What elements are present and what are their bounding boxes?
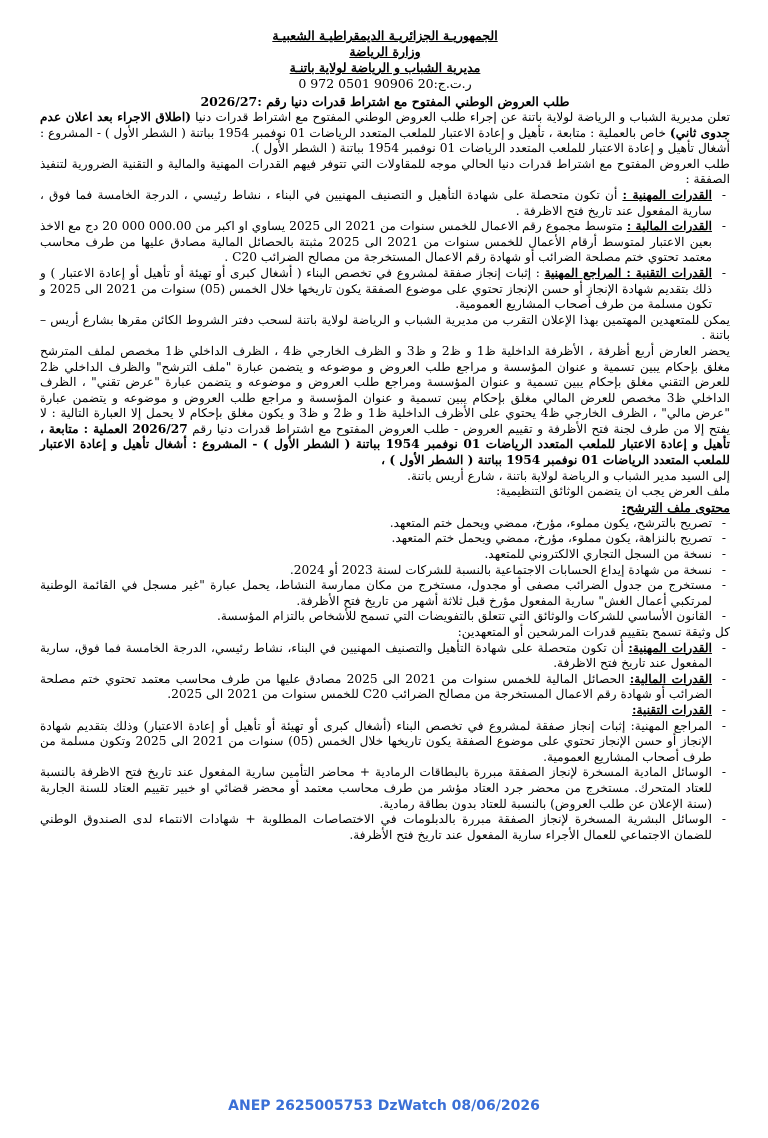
- list-item: - الوسائل البشرية المسخرة لإنجاز الصفقة مبررة بالدبلومات في الاختصاصات المطلوبة + شهادات الانتماء لدى الصندوق الوطني للضمان الاجتماعي للعمال الأجراء سارية المفعول عند تاريخ فتح الأظرفة.: [40, 812, 712, 843]
- list-item: - المراجع المهنية: إثبات إنجاز صفقة لمشروع في تخصص البناء (أشغال كبرى أو تهيئة أو تأهيل أو إعادة الاعتبار) وذلك بتقديم شهادة الإنجاز أو حسن الإنجاز تحتوي على موضوع الصفقة يكون تاريخها خلال الخمس (05) سنوات من 2021 الى 2025 وتكون مسلمة من طرف أصحاب المشاريع العمومية.: [40, 719, 712, 766]
- docs-paragraph: ملف العرض يجب ان يتضمن الوثائق التنظيمية:: [496, 484, 730, 499]
- addressee-paragraph: إلى السيد مدير الشباب و الرياضة لولاية باتنة ، شارع أريس باتنة.: [407, 468, 730, 483]
- directorate-name: مديرية الشباب و الرياضة لولاية باتنـة: [289, 60, 481, 75]
- header: [40, 28, 730, 76]
- notice-title: طلب العروض الوطني المفتوح مع اشتراط قدرات دنيا رقم :2026/27: [200, 94, 570, 109]
- file-items-list: [40, 516, 730, 625]
- republic-name: الجمهوريـة الجزائريـة الديمقراطيـة الشعبيـة: [272, 28, 498, 43]
- list-item: - الوسائل المادية المسخرة لإنجاز الصفقة مبررة بالبطاقات الرمادية + محاضر التأمين سارية المفعول عند تاريخ فتح الاظرفة بالنسبة للعتاد المتحرك. مستخرج من محضر جرد العتاد مؤشر من طرف محاسب معتمد أو محضر قضائي او خبير تقييم العتاد للسنة الجارية (سنة الإعلان عن طلب العروض) بالنسبة للعتاد بدون بطاقة رمادية.: [40, 765, 712, 812]
- tech-list: [40, 719, 730, 844]
- ministry-name: وزارة الرياضة: [349, 44, 421, 59]
- list-item: - نسخة من شهادة إيداع الحسابات الاجتماعية بالنسبة للشركات لسنة 2023 أو 2024.: [40, 563, 712, 579]
- list-item: - نسخة من السجل التجاري الالكتروني للمتعهد.: [40, 547, 712, 563]
- list-item: - القدرات المالية : متوسط مجموع رقم الاعمال للخمس سنوات من 2021 الى 2025 يساوي او اكبر من 000.00 000 20 دج مع الاخذ بعين الاعتبار لمتوسط أرقام الأعمال للخمس سنوات من 2021 الى 2025 مثبتة بالحصائل المالية مصادق عليها من طرف محاسب معتمد تحتوي ختم مصلحة الضرائب أو شهادة رقم الاعمال المستخرجة من مصالح الضرائب C20 .: [40, 219, 712, 266]
- intro-paragraph-2: طلب العروض المفتوح مع اشتراط قدرات دنيا الحالي موجه للمقاولات التي تتوفر فيهم القدرات المهنية والمالية و التقنية الضرورية لتنفيذ الصفقة :: [40, 156, 730, 187]
- section-title: محتوى ملف الترشح:: [621, 499, 730, 515]
- withdraw-paragraph: يمكن للمتعهدين المهتمين بهذا الإعلان التقرب من مديرية الشباب و الرياضة لولاية باتنة لسحب دفتر الشروط الكائن مقرها بشارع أريس – باتنة .: [40, 312, 730, 343]
- eval-list: [40, 641, 730, 719]
- list-item: - القانون الأساسي للشركات والوثائق التي تتعلق بالتفويضات التي تسمح للأشخاص بالتزام المؤسسة.: [40, 609, 712, 625]
- list-item: - القدرات التقنية:: [40, 703, 712, 719]
- eval-intro: كل وثيقة تسمح بتقييم قدرات المرشحين أو المتعهدين:: [457, 625, 730, 639]
- list-item: - مستخرج من جدول الضرائب مصفى أو مجدول، مستخرج من مكان ممارسة النشاط، يحمل عبارة "غير مسجل في القائمة الوطنية لمرتكبي أعمال الغش" سارية المفعول مؤرخ قبل ثلاثة أشهر من تاريخ فتح الأظرفة.: [40, 578, 712, 609]
- footer-reference: ANEP 2625005753 DzWatch 08/06/2026: [228, 1098, 540, 1114]
- tender-notice: [40, 28, 730, 843]
- envelopes-paragraph: يحضر العارض أربع أظرفة ، الأظرفة الداخلية ظ1 و ظ2 و ظ3 و الظرف الخارجي ظ4 ، الظرف الداخلي ظ1 مخصص لملف المترشح مغلق بإحكام يبين تسمية و عنوان المؤسسة و مراجع طلب العروض و موضوعه و يتضمن عبارة "ملف الترشح" والظرف الداخلي ظ2 للعرض التقني مغلق بإحكام يبين تسمية و عنوان المؤسسة ومراجع طلب العروض و موضوعه و يتضمن عبارة "عرض تقني" ، الظرف الداخلي ظ3 مخصص للعرض المالي مغلق بإحكام يبين تسمية و عنوان المؤسسة و مراجع طلب العروض و موضوعه و يتضمن عبارة "عرض مالي" ، الظرف الخارجي ظ4 يحتوي على الأظرف الداخلية ظ1 و ظ2 و ظ3 و يكون مغلق بإحكام لا يحمل إلا العبارة التالية : لا يفتح إلا من طرف لجنة فتح الأظرفة و تقييم العروض - طلب العروض المفتوح مع اشتراط قدرات دنيا رقم 2026/27 العملية : متابعة ، تأهيل و إعادة الاعتبار للملعب المتعدد الرياضات 01 نوفمبر 1954 بباتنة ( الشطر الأول ) - المشروع : أشغال تأهيل و إعادة الاعتبار للملعب المتعدد الرياضات 01 نوفمبر 1954 بباتنة ( الشطر الأول ) ،: [40, 343, 731, 468]
- intro-paragraph: تعلن مديرية الشباب و الرياضة لولاية باتنة عن إجراء طلب العروض الوطني المفتوح مع اشتراط قدرات دنيا (اطلاق الاجراء بعد اعلان عدم جدوى ثاني) خاص بالعملية : متابعة ، تأهيل و إعادة الاعتبار للملعب المتعدد الرياضات 01 نوفمبر 1954 بباتنة ( الشطر الأول ) - المشروع : أشغال تأهيل و إعادة الاعتبار للملعب المتعدد الرياضات 01 نوفمبر 1954 بباتنة ( الشطر الأول ).: [40, 110, 730, 156]
- list-item: - القدرات المهنية : أن تكون متحصلة على شهادة التأهيل و التصنيف المهنيين في البناء ، نشاط رئيسي ، الدرجة الخامسة فما فوق ، سارية المفعول عند تاريخ فتح الاظرفة .: [40, 188, 712, 219]
- list-item: - تصريح بالنزاهة، يكون مملوء، مؤرخ، ممضي ويحمل ختم المتعهد.: [40, 531, 712, 547]
- criteria-list: [40, 188, 730, 313]
- list-item: - القدرات التقنية : المراجع المهنية : إثبات إنجاز صفقة لمشروع في تخصص البناء ( أشغال كبرى أو تهيئة أو تأهيل أو إعادة الاعتبار ) و ذلك بتقديم شهادة الإنجاز أو حسن الإنجاز تحتوي على موضوع الصفقة يكون تاريخها خلال الخمس (05) سنوات من 2021 الى 2025 و تكون مسلمة من طرف أصحاب المشاريع العمومية.: [40, 266, 712, 313]
- tax-id: ر.ت.ج:20 90906 0501 972 0: [298, 76, 472, 91]
- list-item: - القدرات المالية: الحصائل المالية للخمس سنوات من 2021 الى 2025 مصادق عليها من طرف محاسب معتمد تحتوي ختم مصلحة الضرائب أو شهادة رقم الاعمال المستخرجة من مصالح الضرائب C20 للخمس سنوات من 2021 الى 2025.: [40, 672, 712, 703]
- list-item: - القدرات المهنية: أن تكون متحصلة على شهادة التأهيل والتصنيف المهنيين في البناء، نشاط رئيسي، الدرجة الخامسة فما فوق، سارية المفعول عند تاريخ فتح الاظرفة.: [40, 641, 712, 672]
- list-item: - تصريح بالترشح، يكون مملوء، مؤرخ، ممضي ويحمل ختم المتعهد.: [40, 516, 712, 532]
